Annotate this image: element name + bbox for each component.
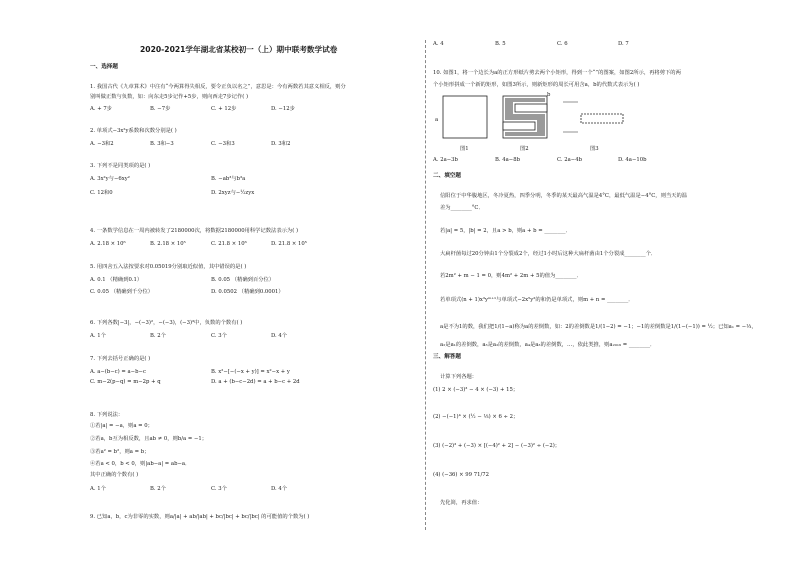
question-4-text: 4. 一条数学信息在一周内被转发了2180000次，将数据2180000用科学记数法表示为( ) bbox=[90, 228, 299, 234]
q3-option-c: C. 12和0 bbox=[90, 190, 113, 196]
question-8-text: 8. 下列说法： bbox=[90, 412, 124, 418]
q10-figures bbox=[433, 92, 668, 154]
q7-option-c: C. m−2(p−q) = m−2p + q bbox=[90, 379, 161, 385]
calc-item-2: (2) −(−1)⁴ × (½ − ⅓) × 6 ÷ 2； bbox=[433, 414, 519, 420]
q10-option-a: A. 2a−3b bbox=[433, 157, 458, 163]
q8-statement-4: ④若a < 0，b < 0，则|ab−a| = ab−a． bbox=[90, 461, 191, 467]
q2-option-c: C. −3和3 bbox=[211, 141, 235, 147]
figure-3-rectangle bbox=[563, 102, 623, 132]
figure-1-caption: 图1 bbox=[460, 146, 469, 152]
figure-3-caption: 图3 bbox=[590, 146, 599, 152]
q5-option-c: C. 0.05 （精确到千分位） bbox=[90, 289, 154, 295]
fill-question-2: 若|a| = 5，|b| = 2，且a > b，则a + b = ________． bbox=[440, 228, 571, 234]
q10-option-c: C. 2a−4b bbox=[557, 157, 582, 163]
section-heading-fill: 二、填空题 bbox=[433, 173, 461, 179]
q1-option-c: C. + 12步 bbox=[211, 106, 237, 112]
figure-2-caption: 图2 bbox=[520, 146, 529, 152]
fill-question-1-cont: 差为________°C． bbox=[440, 205, 484, 211]
q9-option-a: A. 4 bbox=[433, 41, 444, 47]
solve-intro: 计算下列各题： bbox=[440, 374, 478, 380]
q4-option-a: A. 2.18 × 10⁶ bbox=[90, 241, 126, 247]
calc-item-3: (3) (−2)³ + (−3) × [(−4)² + 2] − (−3)² ÷ (−2)； bbox=[433, 443, 561, 449]
fill-question-6-cont: a₂是a₁的差倒数，a₃是a₂的差倒数，a₄是a₃的差倒数，…，依此类推，则a₂₀₁₉ = ________． bbox=[440, 342, 656, 348]
q9-option-d: D. 7 bbox=[618, 41, 629, 47]
q2-option-b: B. 3和−3 bbox=[150, 141, 174, 147]
question-6-text: 6. 下列各数|−3|，−(−3)²，−(−3)，(−3)³中，负数的个数有( ) bbox=[90, 320, 243, 326]
question-1-text-cont: 别叫做正数与负数，如：向东走5步记作+5步，则向西走7步记作( ) bbox=[90, 94, 249, 100]
figure-label-b: b bbox=[547, 92, 551, 98]
q9-option-c: C. 6 bbox=[557, 41, 568, 47]
column-divider bbox=[425, 40, 426, 530]
fill-question-6: a是不为1的数，我们把1/(1−a)称为a的差倒数，如：2的差倒数是1/(1−2) = −1；−1的差倒数是1/(1−(−1)) = ½；已知a₁ = −⅓， bbox=[440, 324, 757, 330]
q10-option-b: B. 4a−8b bbox=[495, 157, 520, 163]
q2-option-a: A. −3和2 bbox=[90, 141, 114, 147]
q5-option-a: A. 0.1 （精确到0.1） bbox=[90, 277, 143, 283]
calc-item-4: (4) (−36) × 99 71/72 bbox=[433, 472, 489, 478]
question-1-text: 1. 我国古代《九章算术》中注有“今两算得失相反，要令正负以名之”，意思是：今有两数若其意义相反，则分 bbox=[90, 84, 346, 90]
q1-option-b: B. −7步 bbox=[150, 106, 171, 112]
q3-option-a: A. 3x²y与−6xy² bbox=[90, 176, 130, 182]
q6-option-b: B. 2个 bbox=[150, 333, 166, 339]
section-heading-solve: 三、解答题 bbox=[433, 354, 461, 360]
section-heading-choice: 一、选择题 bbox=[90, 64, 118, 70]
question-5-text: 5. 用四舍五入法按要求对0.05019分别取近似值，其中错误的是( ) bbox=[90, 264, 247, 270]
q2-option-d: D. 3和2 bbox=[271, 141, 291, 147]
q8-statement-1: ①若|a| = −a，则a = 0； bbox=[90, 423, 153, 429]
q8-option-a: A. 1个 bbox=[90, 486, 106, 492]
q4-option-b: B. 2.18 × 10⁵ bbox=[150, 241, 186, 247]
q7-option-a: A. a−(b−c) = a−b−c bbox=[90, 369, 146, 375]
q3-option-d: D. 2xyz与−½zyx bbox=[211, 190, 255, 196]
question-10-text: 10. 如图1，将一个边长为a的正方形纸片剪去两个小矩形，得到一个“”的图案，如图2所示，再将剪下的两 bbox=[433, 70, 681, 76]
q6-option-d: D. 4个 bbox=[271, 333, 288, 339]
question-2-text: 2. 单项式−3x²y系数和次数分别是( ) bbox=[90, 128, 177, 134]
q1-option-a: A. + 7步 bbox=[90, 106, 112, 112]
page-title: 2020-2021学年湖北省某校初一（上）期中联考数学试卷 bbox=[140, 45, 338, 54]
q1-option-d: D. −12步 bbox=[271, 106, 295, 112]
question-3-text: 3. 下列不是同类项的是( ) bbox=[90, 163, 151, 169]
q5-option-b: B. 0.05 （精确到百分位） bbox=[211, 277, 275, 283]
figure-2-shape bbox=[503, 96, 547, 138]
q3-option-b: B. −ab³与b³a bbox=[211, 176, 246, 182]
question-9-text: 9. 已知a，b，c为非零的实数，则a/|a| + ab/|ab| + bc/|bc| + bc/|bc| 的可能值的个数为( ) bbox=[90, 514, 310, 520]
fill-question-3: 大扁杆菌每过20分钟由1个分裂成2个，经过1小时后这种大扁杆菌由1个分裂成________个． bbox=[440, 251, 657, 257]
q10-option-d: D. 4a−10b bbox=[618, 157, 647, 163]
question-7-text: 7. 下列去括号正确的是( ) bbox=[90, 356, 151, 362]
fill-question-5: 若单项式(n + 1)x³yᵐ⁺¹与单项式−2x⁵y²的和仍是单项式，则m + n = ________． bbox=[440, 297, 634, 303]
q6-option-a: A. 1个 bbox=[90, 333, 106, 339]
q7-option-b: B. x²−[−(−x + y)] = x²−x + y bbox=[211, 369, 290, 375]
figure-1-square bbox=[443, 96, 487, 138]
q8-tail: 其中正确的个数有( ) bbox=[90, 472, 139, 478]
q8-statement-2: ②若a，b互为相反数，且ab ≠ 0，则b/a = −1； bbox=[90, 436, 208, 442]
q9-option-b: B. 5 bbox=[495, 41, 506, 47]
fill-question-1: 信阳位于中华腹地区，冬冷夏热，四季分明，冬季的某天最高气温是4°C，最低气温是−4°C，则当天的温 bbox=[440, 193, 688, 199]
q5-option-d: D. 0.0502 （精确到0.0001） bbox=[211, 289, 284, 295]
q7-option-d: D. a + (b−c−2d) = a + b−c + 2d bbox=[211, 379, 300, 385]
question-10-text-cont: 个小矩形拼成一个新的矩形，如图3所示，则新矩形的周长可用含a，b的代数式表示为( ) bbox=[433, 82, 640, 88]
q4-option-c: C. 21.8 × 10⁶ bbox=[211, 241, 247, 247]
simplify-prompt: 先化简，再求值： bbox=[440, 500, 483, 506]
q8-statement-3: ③若a² = b²，则a = b； bbox=[90, 449, 150, 455]
fill-question-4: 若2m² + m − 1 = 0，则4m² + 2m + 5的值为________． bbox=[440, 273, 582, 279]
q8-option-b: B. 2个 bbox=[150, 486, 166, 492]
q6-option-c: C. 3个 bbox=[211, 333, 227, 339]
figure-label-a: a bbox=[435, 117, 439, 123]
q4-option-d: D. 21.8 × 10⁵ bbox=[271, 241, 307, 247]
calc-item-1: (1) 2 × (−3)³ − 4 × (−3) + 15； bbox=[433, 387, 519, 393]
q8-option-d: D. 4个 bbox=[271, 486, 288, 492]
q8-option-c: C. 3个 bbox=[211, 486, 227, 492]
